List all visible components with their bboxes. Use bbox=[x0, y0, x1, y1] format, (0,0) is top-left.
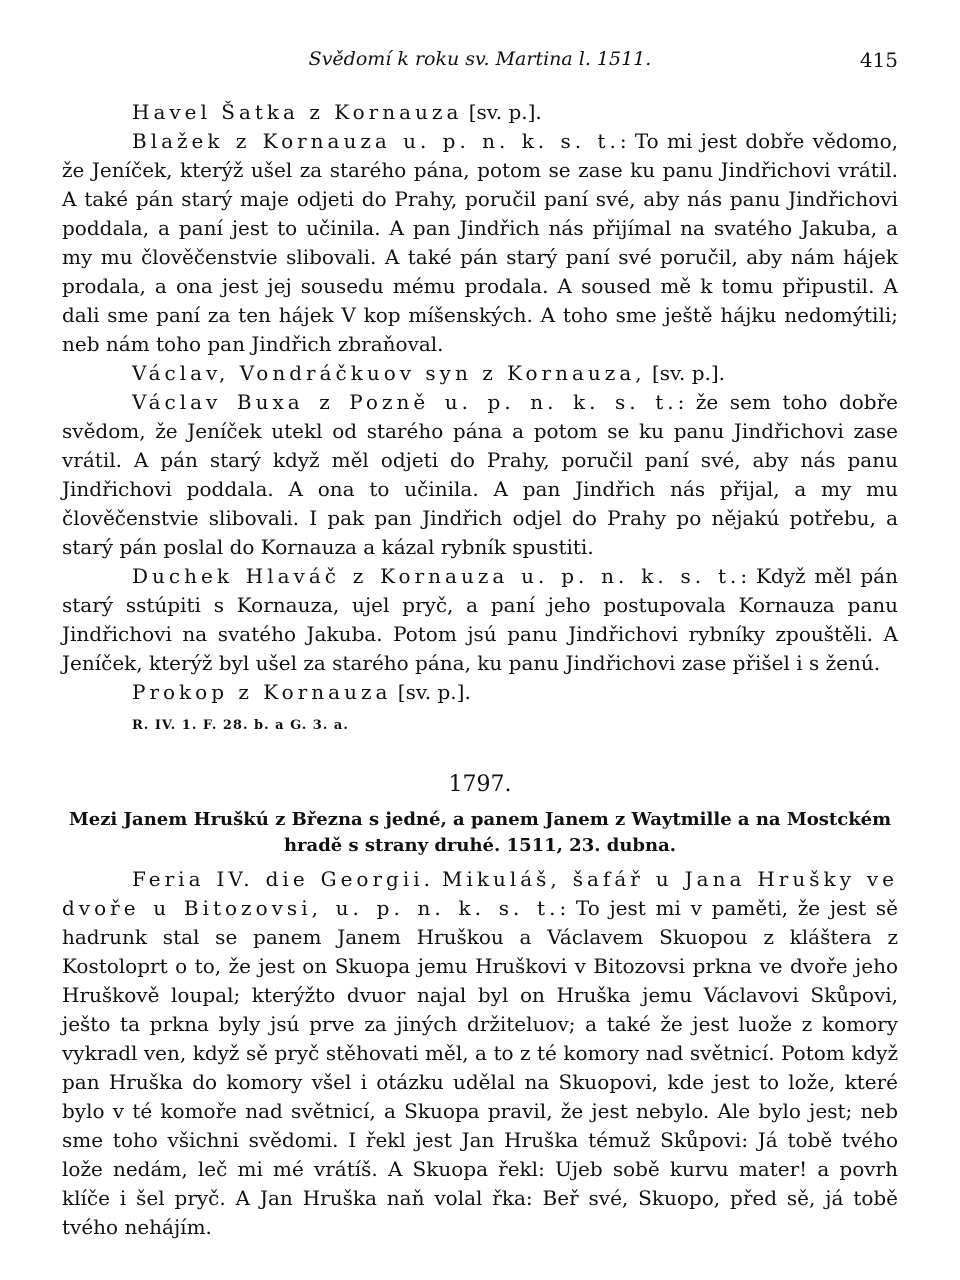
source-reference: R. IV. 1. F. 28. b. a G. 3. a. bbox=[132, 718, 349, 733]
witness-text: : že sem toho dobře svědom, že Jeníček utekl od starého pána a potom se ku panu Jindřichovi zase vrátil. A pán starý když měl odjeti do Prahy, poručil paní své, aby nás panu Jindřichovi poddala. A ona to učinila. A pan Jindřich nás přijal, a my mu člověčenstvie slibovali. I pak pan Jindřich odjel do Prahy po nějakú potřebu, a starý pán poslal do Kornauza a kázal rybník spustiti. bbox=[62, 390, 898, 559]
witness-text: [sv. p.]. bbox=[462, 100, 542, 124]
running-title: Svědomí k roku sv. Martina l. 1511. bbox=[308, 48, 652, 70]
witness-name: Václav, Vondráčkuov syn z Kornauza, bbox=[132, 361, 646, 385]
witness-name: Blažek z Kornauza u. p. n. k. s. t. bbox=[132, 129, 620, 153]
page-content bbox=[62, 98, 898, 1242]
date-opening: Feria IV. die Georgii. bbox=[132, 867, 434, 891]
witness-entry bbox=[62, 359, 898, 388]
page-header bbox=[62, 48, 898, 74]
witness-entry bbox=[62, 678, 898, 707]
witness-entry bbox=[62, 388, 898, 562]
document-body bbox=[62, 865, 898, 1242]
witness-entry bbox=[62, 127, 898, 359]
witness-name: Havel Šatka z Kornauza bbox=[132, 100, 463, 124]
witness-text: : To jest mi v paměti, že jest sě hadrunk stal se panem Janem Hruškou a Václavem Skuopou z kláštera z Kostoloprt o to, že jest on Skuopa jemu Hruškovi v Bitozovsi prkna ve dvoře jeho Hruškově loupal; kterýžto dvuor najal byl on Hruška jemu Václavovi Skůpovi, ješto ta prkna byly jsú prve za jiných držiteluov; a také že jest luože z komory vykradl ven, když sě pryč stěhovati měl, a to z té komory nad světnicí. Potom když pan Hruška do komory všel i otázku udělal na Skuopovi, kde jest to lože, které bylo v té komoře nad světnicí, a Skuopa pravil, že jest nebylo. Ale bylo jest; neb sme toho všichni svědomi. I řekl jest Jan Hruška témuž Skůpovi: Já tobě tvého lože nedám, leč mi mé vrátíš. A Skuopa řekl: Ujeb sobě kurvu mater! a povrh klíče i šel pryč. A Jan Hruška naň volal řka: Beř své, Skuopo, před sě, já tobě tvého nehájím. bbox=[62, 896, 898, 1239]
witness-text: : To mi jest dobře vědomo, že Jeníček, kterýž ušel za starého pána, potom se zase ku panu Jindřichovi vrátil. A také pán starý maje odjeti do Prahy, poručil paní své, aby nás panu Jindřichovi poddala, a paní jest to učinila. A pan Jindřich nás přijímal na svatého Jakuba, a my mu člověčenstvie slibovali. A také pán starý paní své poručil, aby nám hájek prodala, a ona jest jej sousedu mému prodala. A soused mě k tomu připustil. A dali sme paní za ten hájek V kop míšenských. A toho sme ještě hájku nedomýtili; neb nám toho pan Jindřich zbraňoval. bbox=[62, 129, 899, 356]
witness-entry bbox=[62, 98, 898, 127]
witness-entry bbox=[62, 562, 898, 678]
witness-name: Duchek Hlaváč z Kornauza u. p. n. k. s. t. bbox=[132, 564, 741, 588]
witness-name: Mikuláš, šafář u Jana Hrušky ve dvoře u Bitozovsi, u. p. n. k. s. t. bbox=[62, 867, 898, 920]
document-number: 1797. bbox=[448, 772, 512, 797]
document-regest: Mezi Janem Hruškú z Března s jedné, a panem Janem z Waytmille a na Mostckém hradě s strany druhé. 1511, 23. dubna. bbox=[68, 809, 892, 856]
witness-text: [sv. p.]. bbox=[391, 680, 471, 704]
witness-text: : Když měl pán starý sstúpiti s Kornauza, ujel pryč, a paní jeho postupovala Kornauza panu Jindřichovi na svatého Jakuba. Potom jsú panu Jindřichovi rybníky zpouštěli. A Jeníček, kterýž byl ušel za starého pána, ku panu Jindřichovi zase přišel i s ženú. bbox=[62, 564, 898, 675]
witness-name: Václav Buxa z Pozně u. p. n. k. s. t. bbox=[132, 390, 678, 414]
witness-name: Prokop z Kornauza bbox=[132, 680, 392, 704]
page-number: 415 bbox=[859, 48, 898, 72]
witness-text: [sv. p.]. bbox=[645, 361, 726, 385]
